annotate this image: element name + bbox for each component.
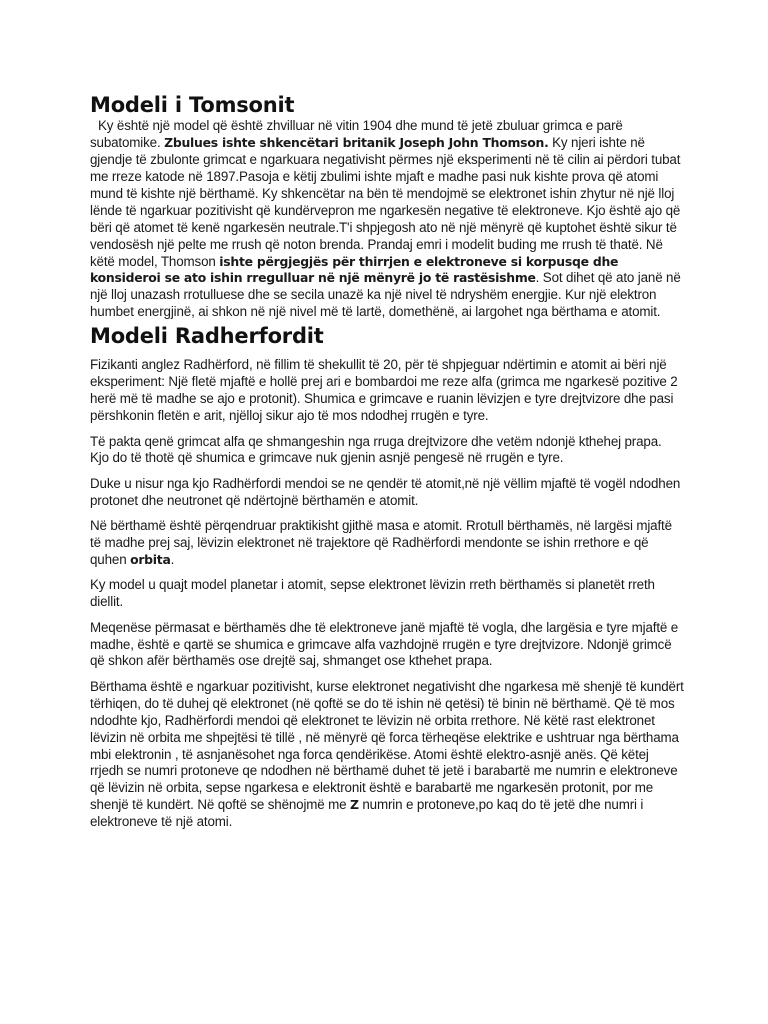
paragraph-rutherford-3: Duke u nisur nga kjo Radhërfordi mendoi se ne qendër të atomit,në një vëllim mjaftë të vogël ndodhen protonet dhe neutronet që ndërtojnë bërthamën e atomit. [90, 475, 681, 508]
text-run: . [170, 551, 175, 567]
text-run: Në bërthamë është përqendruar praktikisht gjithë masa e atomit. Rrotull bërthamës, në largësi mjaftë të madhe prej saj, lëvizin elektronet në trajektore që Radhërfordi mendonte se ishin rrethore e që quhen [90, 518, 672, 567]
paragraph-rutherford-5: Ky model u quajt model planetar i atomit, sepse elektronet lëvizin rreth bërthamës si planetët rreth diellit. [90, 577, 655, 610]
paragraph-thomson [90, 118, 684, 321]
text-run: numrin e protoneve,po kaq do të jetë dhe numri i elektroneve të një atomi. [90, 797, 644, 830]
paragraph-rutherford-2: Të pakta qenë grimcat alfa qe shmangeshin nga rruga drejtvizore dhe vetëm ndonjë kthehej prapa. Kjo do të thotë që shumica e grimcave nuk gjenin asnjë pengesë në rrugën e tyre. [90, 433, 662, 466]
paragraph-rutherford-4 [90, 518, 684, 569]
paragraph-rutherford-6: Meqenëse përmasat e bërthamës dhe të elektroneve janë mjaftë të vogla, dhe largësia e tyre mjaftë e madhe, është e qartë se shumica e grimcave alfa vazhdojnë rrugën e tyre drejtvizore. Ndonjë grimcë që shkon afër bërthamës ose drejtë saj, shmanget ose kthehet prapa. [90, 619, 679, 669]
paragraph-rutherford-1: Fizikanti anglez Radhërford, në fillim të shekullit të 20, për të shpjeguar ndërtimin e atomit ai bëri një eksperiment: Një fletë mjaftë e hollë prej ari e bombardoi me reze alfa (grimca me ngarkesë pozitive 2 herë më të madhe se ajo e protonit). Shumica e grimcave e ruanin lëvizjen e tyre drejtvizore dhe pasi përshkonin fletën e arit, njëlloj sikur ajo të mos ndodhej rrugën e tyre. [90, 357, 678, 424]
text-run: Bërthama është e ngarkuar pozitivisht, kurse elektronet negativisht dhe ngarkesa më shenjë të kundërt tërhiqen, do të duhej që elektronet (në qoftë se do të ishin në qetësi) të binin në bërthamë. Që të mos ndodhte kjo, Radhërfordi mendoi që elektronet te lëvizin në orbita rrethore. Në këtë rast elektronet lëvizin në orbita me shpejtësi të tillë , në mënyrë që forca tërheqëse elektrike e ushtruar nga bërthama mbi elektronin , të asnjanësohet nga forca qendërikëse. Atomi është elektro-asnjë anës. Që këtej rrjedh se numri protoneve qe ndodhen në bërthamë duhet të jetë i barabartë me numrin e elektroneve që lëvizin në orbita, sepse ngarkesa e elektronit është e barabartë me ngarkesën protonit, por me shenjë të kundërt. Në qoftë se shënojmë me [90, 678, 684, 813]
text-run: Ky njeri ishte në gjendje të zbulonte grimcat e ngarkuara negativisht përmes një eksperimenti në të cilin ai përdori tubat me rreze katode në 1897.Pasoja e këtij zbulimi ishte mjaft e madhe pasi nuk kishte prova që atomi mund të kishte një bërthamë. Ky shkencëtar na bën të mendojmë se elektronet ishin zhytur në një lloj lënde të ngarkuar pozitivisht që kundërvepron me ngarkesën negative të elektroneve. Kjo është ajo që bëri që atomet të kenë ngarkesën neutrale.T'i shpjegosh ato në një mënyrë që kuptohet është sikur të vendosësh një pelte me rrush që noton brenda. Prandaj emri i modelit buding me rrush të thatë. Në këtë model, Thomson [90, 135, 681, 269]
bold-run: Zbulues ishte shkencëtari britanik Joseph John Thomson. [164, 135, 549, 151]
heading-thomson-model: Modeli i Tomsonit [90, 93, 295, 117]
text-run: . Sot dihet që ato janë në një lloj unazash rrotulluese dhe se secila unazë ka një nivel të ndryshëm energjie. Kur një elektron humbet energjinë, ai shkon në një nivel më të lartë, domethënë, ai largohet nga bërthama e atomit. [90, 270, 681, 320]
heading-rutherford-model: Modeli Radherfordit [90, 324, 324, 349]
paragraph-rutherford-7 [90, 679, 684, 831]
text-run: Ky është një model që është zhvilluar në vitin 1904 dhe mund të jetë zbuluar grimca e parë subatomike. [90, 118, 623, 151]
bold-run: Z [350, 797, 359, 813]
bold-run: orbita [130, 551, 171, 567]
bold-run: ishte përgjegjës për thirrjen e elektroneve si korpusqe dhe konsideroi se ato ishin rregulluar në një mënyrë jo të rastësishme [90, 253, 619, 286]
